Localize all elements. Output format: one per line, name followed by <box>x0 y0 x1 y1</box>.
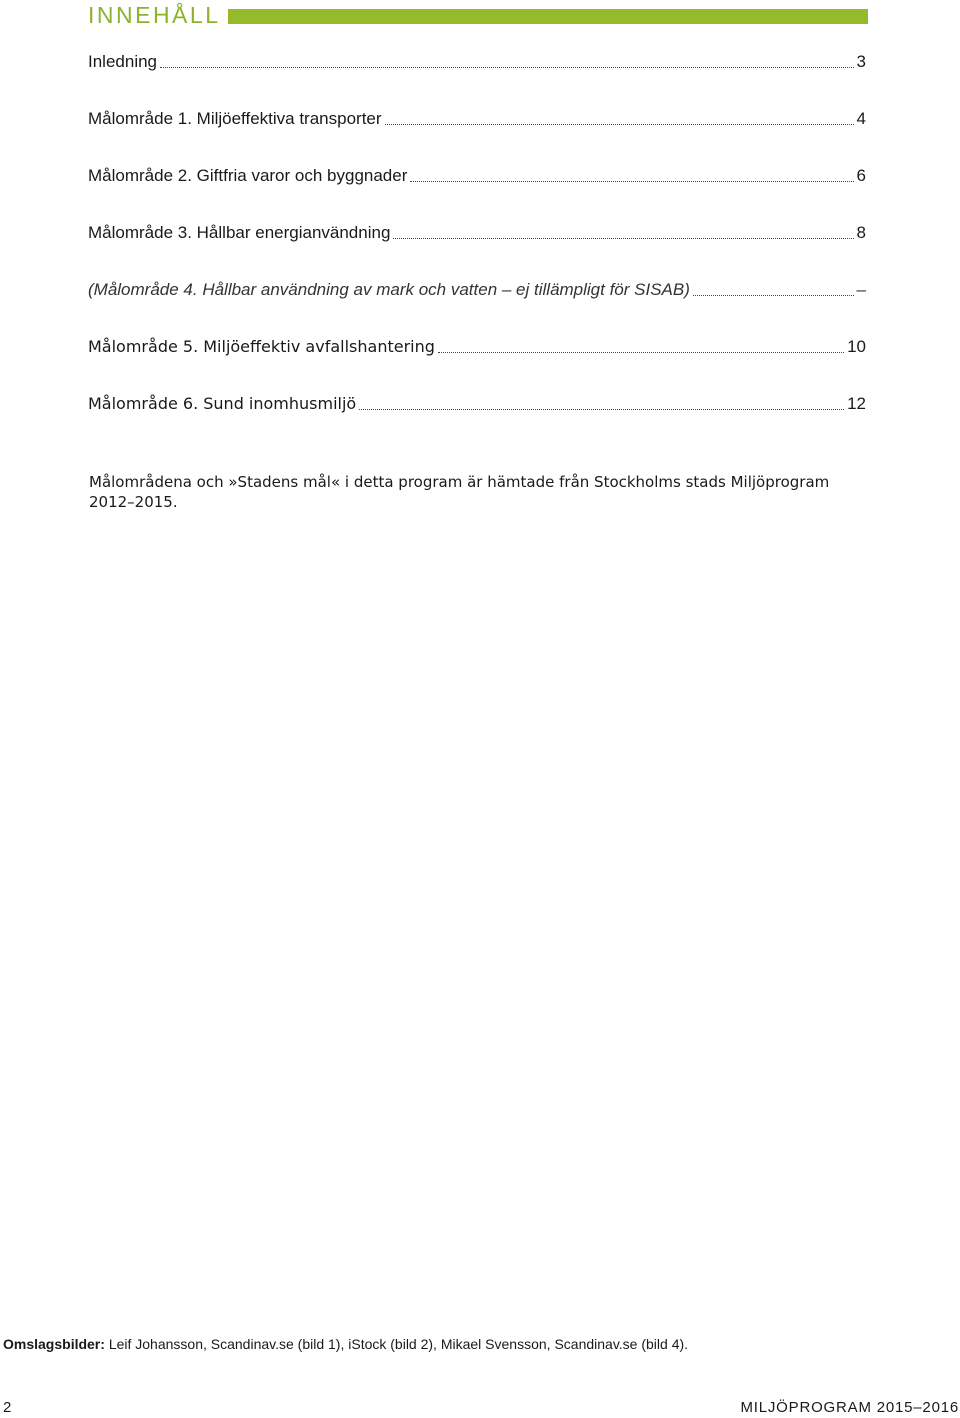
toc-leader-dots <box>693 278 854 296</box>
toc-leader-dots <box>160 50 854 68</box>
toc-entry-title: Målområde 3. Hållbar energianvändning <box>88 223 391 242</box>
toc-entry-title: Målområde 5. Miljöeffektiv avfallshantering <box>88 337 435 356</box>
footer-page-number: 2 <box>3 1399 12 1416</box>
toc-entry-title: Målområde 6. Sund inomhusmiljö <box>88 394 357 413</box>
toc-entry-page: – <box>856 280 866 299</box>
toc-leader-dots <box>438 335 844 353</box>
toc-entry-inledning[interactable] <box>88 50 868 107</box>
toc-entry-page: 8 <box>856 223 866 242</box>
toc-entry-page: 4 <box>856 109 866 128</box>
toc-entry-page: 3 <box>856 52 866 71</box>
toc-entry-malomrade-2[interactable] <box>88 164 868 221</box>
toc-leader-dots <box>359 392 844 410</box>
toc-leader-dots <box>385 107 854 125</box>
toc-entry-malomrade-4 <box>88 278 868 335</box>
toc-entry-malomrade-3[interactable] <box>88 221 868 278</box>
toc-entry-title: Inledning <box>88 52 158 71</box>
toc-entry-title: (Målområde 4. Hållbar användning av mark och vatten – ej tillämpligt för SISAB) <box>88 280 690 299</box>
footer-document-title: MILJÖPROGRAM 2015–2016 <box>740 1399 959 1416</box>
toc-entry-page: 10 <box>847 337 866 356</box>
heading-title: INNEHÅLL <box>88 2 221 28</box>
source-note: Målområdena och »Stadens mål« i detta program är hämtade från Stockholms stads Miljöprogram 2012–2015. <box>89 473 830 511</box>
toc-entry-title: Målområde 1. Miljöeffektiva transporter <box>88 109 382 128</box>
table-of-contents <box>88 50 868 449</box>
cover-photo-credits <box>3 1335 688 1353</box>
credits-label: Omslagsbilder: <box>3 1336 105 1352</box>
toc-entry-malomrade-1[interactable] <box>88 107 868 164</box>
toc-entry-page: 6 <box>856 166 866 185</box>
toc-leader-dots <box>410 164 853 182</box>
toc-leader-dots <box>393 221 853 239</box>
toc-entry-malomrade-6[interactable] <box>88 392 868 449</box>
toc-entry-malomrade-5[interactable] <box>88 335 868 392</box>
toc-heading <box>88 2 868 28</box>
heading-accent-bar <box>228 9 868 24</box>
toc-entry-title: Målområde 2. Giftfria varor och byggnader <box>88 166 408 185</box>
credits-text: Leif Johansson, Scandinav.se (bild 1), iStock (bild 2), Mikael Svensson, Scandinav.se (bild 4). <box>108 1336 689 1352</box>
toc-entry-page: 12 <box>847 394 866 413</box>
